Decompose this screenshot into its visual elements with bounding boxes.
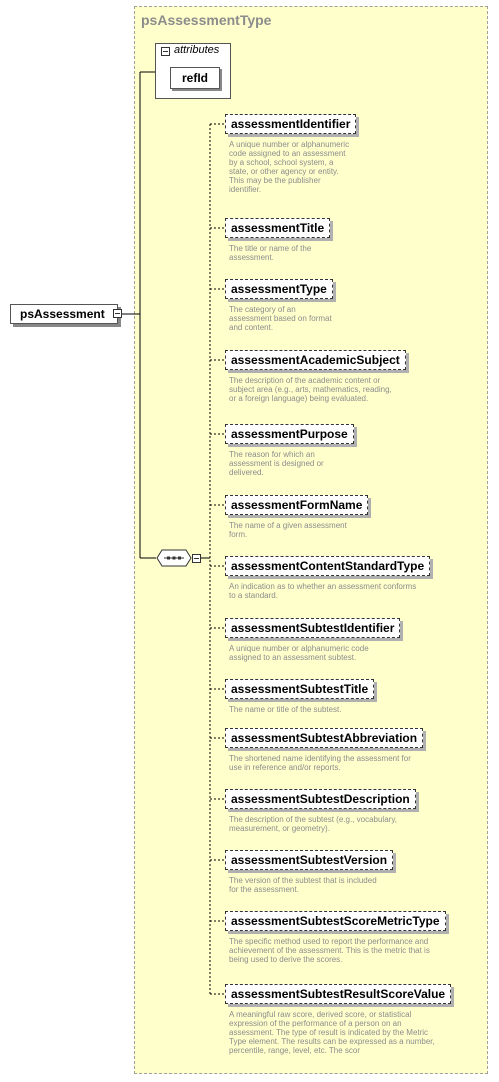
- element-assessmentSubtestAbbreviation[interactable]: assessmentSubtestAbbreviation: [225, 728, 423, 748]
- element-assessmentSubtestVersion[interactable]: assessmentSubtestVersion: [225, 850, 393, 870]
- root-element[interactable]: [10, 304, 118, 324]
- element-description: A unique number or alphanumeric code assigned to an assessment by a school, school system, a state, or other agency or entity. This may be the publisher identifier.: [229, 140, 350, 194]
- element-description: The name or title of the subtest.: [229, 705, 342, 714]
- attribute-refid[interactable]: refId: [170, 67, 220, 89]
- element-description: The title or name of the assessment.: [229, 244, 312, 262]
- element-description: The name of a given assessment form.: [229, 521, 347, 539]
- element-assessmentAcademicSubject[interactable]: assessmentAcademicSubject: [225, 350, 406, 370]
- collapse-icon[interactable]: [113, 309, 122, 318]
- element-description: The specific method used to report the performance and achievement of the assessment. This is the metric that is being used to derive the scores.: [229, 937, 430, 964]
- element-description: A unique number or alphanumeric code assigned to an assessment subtest.: [229, 644, 369, 662]
- element-assessmentFormName[interactable]: assessmentFormName: [225, 495, 368, 515]
- element-assessmentSubtestScoreMetricType[interactable]: assessmentSubtestScoreMetricType: [225, 911, 446, 931]
- element-assessmentSubtestDescription[interactable]: assessmentSubtestDescription: [225, 789, 416, 809]
- element-description: The category of an assessment based on format and content.: [229, 305, 332, 332]
- element-description: The shortened name identifying the assessment for use in reference and/or reports.: [229, 754, 411, 772]
- element-assessmentIdentifier[interactable]: assessmentIdentifier: [225, 114, 356, 134]
- element-assessmentType[interactable]: assessmentType: [225, 279, 333, 299]
- root-element-label: psAssessment: [20, 307, 105, 321]
- collapse-icon[interactable]: [161, 47, 170, 56]
- element-assessmentPurpose[interactable]: assessmentPurpose: [225, 424, 354, 444]
- sequence-compositor-icon[interactable]: [156, 549, 192, 567]
- element-assessmentContentStandardType[interactable]: assessmentContentStandardType: [225, 556, 430, 576]
- element-description: A meaningful raw score, derived score, or statistical expression of the performance of a person on an assessment. The type of result is indicated by the Metric Type element. The results can be expressed as a number, percentile, range, level, etc. The scor: [229, 1010, 435, 1055]
- element-description: An indication as to whether an assessment conforms to a standard.: [229, 582, 417, 600]
- element-assessmentSubtestTitle[interactable]: assessmentSubtestTitle: [225, 679, 374, 699]
- element-description: The description of the academic content or subject area (e.g., arts, mathematics, reading, or a foreign language) being evaluated.: [229, 376, 392, 403]
- element-assessmentSubtestIdentifier[interactable]: assessmentSubtestIdentifier: [225, 618, 400, 638]
- element-description: The version of the subtest that is included for the assessment.: [229, 876, 377, 894]
- element-assessmentSubtestResultScoreValue[interactable]: assessmentSubtestResultScoreValue: [225, 984, 451, 1004]
- element-description: The description of the subtest (e.g., vocabulary, measurement, or geometry).: [229, 815, 397, 833]
- element-assessmentTitle[interactable]: assessmentTitle: [225, 218, 330, 238]
- element-description: The reason for which an assessment is designed or delivered.: [229, 450, 324, 477]
- type-title: psAssessmentType: [141, 12, 272, 28]
- collapse-icon[interactable]: [192, 554, 201, 563]
- attributes-label: attributes: [174, 44, 220, 56]
